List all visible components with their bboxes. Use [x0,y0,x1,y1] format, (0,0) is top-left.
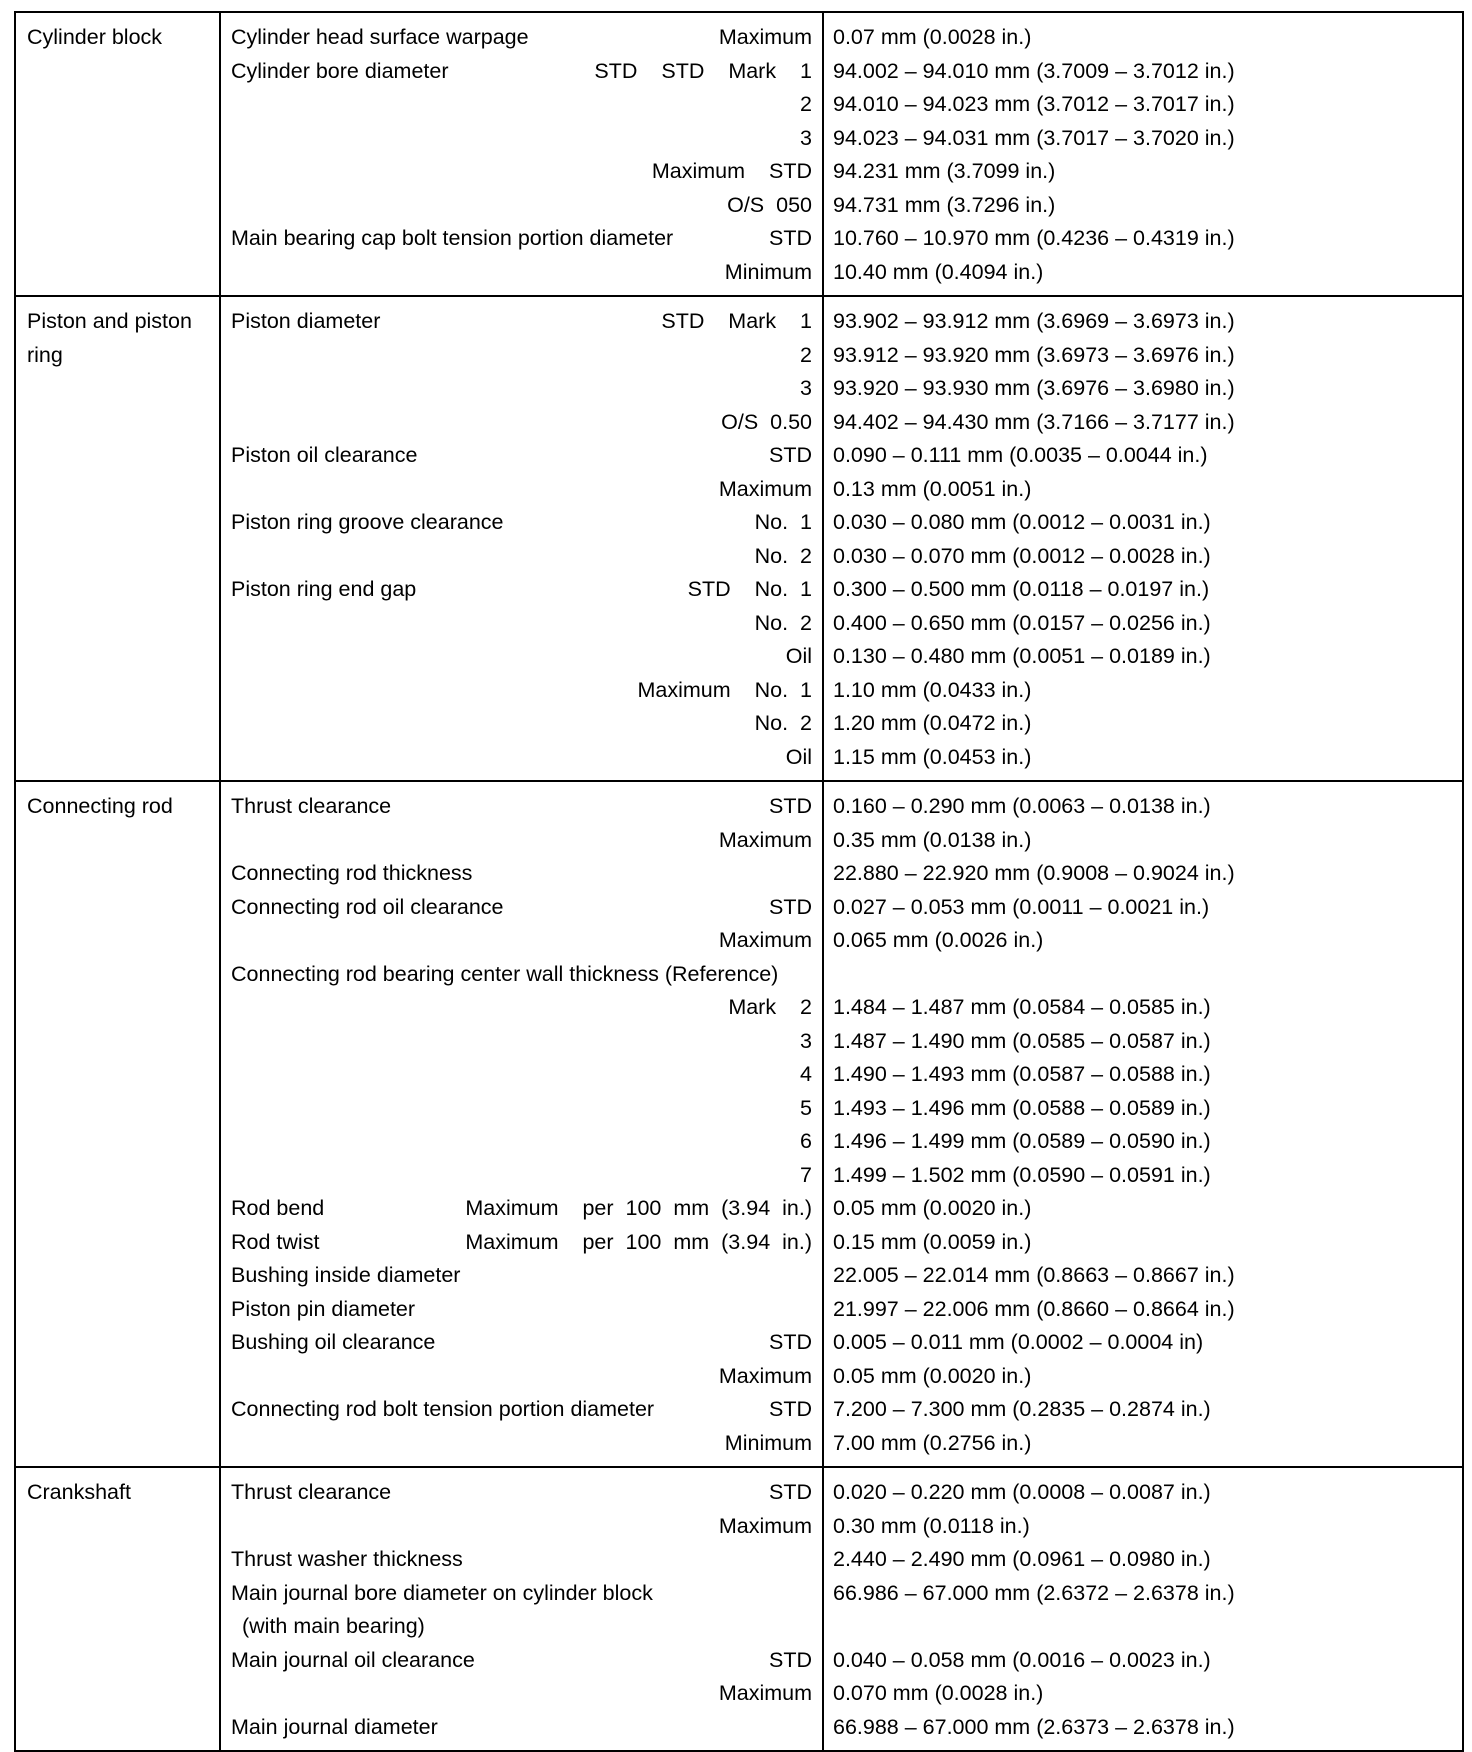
spec-value: 10.760 – 10.970 mm (0.4236 – 0.4319 in.) [833,226,1235,250]
spec-value: 0.005 – 0.011 mm (0.0002 – 0.0004 in) [833,1330,1204,1354]
spec-value: 1.484 – 1.487 mm (0.0584 – 0.0585 in.) [833,995,1211,1019]
spec-condition: 7 [800,1162,812,1187]
spec-value [833,1610,1456,1644]
spec-condition: Maximum [718,1681,812,1705]
spec-condition [438,1711,812,1745]
spec-value: 0.027 – 0.053 mm (0.0011 – 0.0021 in.) [833,894,1210,919]
spec-condition: Minimum [724,259,812,284]
spec-condition: STD Mark 1 [661,309,812,333]
spec-condition: STD [769,1397,812,1421]
spec-condition: O/S 0.50 [721,409,812,434]
spec-item-line [231,674,812,708]
spec-value: 0.30 mm (0.0118 in.) [833,1513,1030,1538]
spec-item-line [231,55,812,89]
spec-value: 7.00 mm (0.2756 in.) [833,1430,1032,1455]
spec-item-line [231,1644,812,1678]
spec-item-line [231,21,812,55]
spec-value: 21.997 – 22.006 mm (0.8660 – 0.8664 in.) [833,1296,1235,1321]
spec-item-label: Thrust clearance [231,794,392,818]
spec-value: 94.402 – 94.430 mm (3.7166 – 3.7177 in.) [833,409,1235,434]
spec-item-line [231,1125,812,1159]
spec-value: 2.440 – 2.490 mm (0.0961 – 0.0980 in.) [833,1547,1211,1571]
spec-condition: STD No. 1 [687,577,812,601]
spec-item-label: Main journal bore diameter on cylinder block [231,1580,653,1605]
spec-value: 1.499 – 1.502 mm (0.0590 – 0.0591 in.) [833,1162,1211,1187]
spec-value: 66.986 – 67.000 mm (2.6372 – 2.6378 in.) [833,1580,1235,1605]
spec-item-line [231,1159,812,1193]
spec-condition: 2 [800,92,812,116]
spec-condition: Mark 2 [728,995,812,1019]
spec-value: 22.880 – 22.920 mm (0.9008 – 0.9024 in.) [833,861,1235,885]
spec-item-line [231,222,812,256]
spec-item-label: Bushing inside diameter [231,1263,461,1287]
spec-condition: Maximum No. 1 [637,677,812,702]
spec-condition [415,1293,812,1327]
spec-condition: STD [769,794,812,818]
spec-item-line [231,1543,812,1577]
spec-item-line [231,406,812,440]
spec-condition: Maximum [718,928,812,952]
spec-value: 94.010 – 94.023 mm (3.7012 – 3.7017 in.) [833,92,1235,116]
spec-value: 1.15 mm (0.0453 in.) [833,744,1032,769]
spec-item-line [231,122,812,156]
spec-item-label: Connecting rod bearing center wall thickness (Reference) [231,961,779,986]
spec-value: 1.10 mm (0.0433 in.) [833,677,1032,702]
spec-condition: No. 2 [754,543,812,568]
spec-value: 0.130 – 0.480 mm (0.0051 – 0.0189 in.) [833,644,1211,668]
spec-item-line [231,1711,812,1745]
spec-value: 94.731 mm (3.7296 in.) [833,192,1056,217]
spec-item-line [231,573,812,607]
spec-item-label: Piston diameter [231,309,381,333]
spec-value: 1.490 – 1.493 mm (0.0587 – 0.0588 in.) [833,1062,1211,1086]
spec-value: 0.070 mm (0.0028 in.) [833,1681,1044,1705]
spec-condition: Maximum per 100 mm (3.94 in.) [465,1229,812,1254]
spec-item-label: Rod twist [231,1229,320,1254]
section-row [15,781,1463,1467]
spec-value: 94.002 – 94.010 mm (3.7009 – 3.7012 in.) [833,58,1235,83]
spec-table-body [15,12,1463,1751]
spec-value: 0.065 mm (0.0026 in.) [833,928,1044,952]
spec-value: 0.400 – 0.650 mm (0.0157 – 0.0256 in.) [833,610,1211,635]
spec-condition: STD [769,1480,812,1504]
spec-item-label: Piston ring end gap [231,577,417,601]
spec-item-line [231,640,812,674]
spec-item-line [231,1510,812,1544]
spec-value: 0.030 – 0.080 mm (0.0012 – 0.0031 in.) [833,510,1211,534]
section-values [823,1467,1463,1751]
spec-condition: STD [769,1330,812,1354]
spec-item-line [231,1092,812,1126]
spec-condition: 3 [800,376,812,400]
spec-item-line [231,891,812,925]
spec-item-line [231,1427,812,1461]
spec-condition: Maximum [718,1363,812,1388]
spec-item-line [231,607,812,641]
spec-item-label: Cylinder head surface warpage [231,25,529,49]
spec-value: 0.07 mm (0.0028 in.) [833,25,1032,49]
spec-value: 0.040 – 0.058 mm (0.0016 – 0.0023 in.) [833,1647,1211,1672]
spec-condition: No. 2 [754,610,812,635]
spec-value: 0.05 mm (0.0020 in.) [833,1363,1032,1388]
spec-item-line [231,439,812,473]
spec-value: 1.493 – 1.496 mm (0.0588 – 0.0589 in.) [833,1095,1211,1120]
spec-value: 93.912 – 93.920 mm (3.6973 – 3.6976 in.) [833,342,1235,367]
spec-value: 94.023 – 94.031 mm (3.7017 – 3.7020 in.) [833,125,1235,150]
spec-value: 0.020 – 0.220 mm (0.0008 – 0.0087 in.) [833,1480,1211,1504]
spec-condition: Maximum STD [651,159,812,183]
spec-item-line [231,1476,812,1510]
spec-value: 7.200 – 7.300 mm (0.2835 – 0.2874 in.) [833,1397,1211,1421]
spec-item-label: Connecting rod thickness [231,861,473,885]
spec-condition: Maximum [718,25,812,49]
spec-condition: 3 [800,125,812,150]
spec-item-line [231,540,812,574]
spec-value: 0.15 mm (0.0059 in.) [833,1229,1032,1254]
spec-condition: 6 [800,1129,812,1153]
spec-condition: Oil [785,744,812,769]
section-category: Piston and piston ring [15,296,220,781]
spec-value: 1.487 – 1.490 mm (0.0585 – 0.0587 in.) [833,1028,1211,1053]
spec-condition: 4 [800,1062,812,1086]
spec-item-line [231,473,812,507]
spec-value [833,958,1456,992]
spec-item-label: Main journal diameter [231,1714,438,1739]
spec-item-line [231,1326,812,1360]
spec-condition: Maximum [718,1513,812,1538]
spec-item-line [231,707,812,741]
spec-item-line [231,1677,812,1711]
spec-value: 0.13 mm (0.0051 in.) [833,476,1032,501]
section-row [15,1467,1463,1751]
spec-table [14,11,1464,1752]
spec-item-line [231,1577,812,1611]
section-values [823,12,1463,296]
spec-item-line [231,1025,812,1059]
spec-item-line [231,1259,812,1293]
spec-item-label: Piston pin diameter [231,1296,416,1321]
spec-item-line [231,857,812,891]
section-items [220,781,823,1467]
section-values [823,296,1463,781]
spec-item-line [231,506,812,540]
spec-value: 0.030 – 0.070 mm (0.0012 – 0.0028 in.) [833,543,1211,568]
spec-item-line [231,372,812,406]
spec-condition [460,1259,812,1293]
section-category: Cylinder block [15,12,220,296]
spec-value: 93.902 – 93.912 mm (3.6969 – 3.6973 in.) [833,309,1235,333]
spec-item-line [231,824,812,858]
spec-value: 0.090 – 0.111 mm (0.0035 – 0.0044 in.) [833,443,1208,467]
section-category: Crankshaft [15,1467,220,1751]
spec-item-label: Cylinder bore diameter [231,58,449,83]
spec-condition: Maximum per 100 mm (3.94 in.) [465,1196,812,1220]
spec-value: 1.20 mm (0.0472 in.) [833,711,1032,735]
section-row [15,12,1463,296]
spec-condition: Minimum [724,1430,812,1455]
spec-item-label: Piston ring groove clearance [231,510,504,534]
spec-value: 94.231 mm (3.7099 in.) [833,159,1056,183]
spec-item-label: Rod bend [231,1196,325,1220]
spec-condition: O/S 050 [727,192,812,217]
spec-item-label: Connecting rod bolt tension portion diameter [231,1397,655,1421]
spec-condition: STD STD Mark 1 [594,58,812,83]
section-items [220,296,823,781]
spec-item-line [231,924,812,958]
spec-item-line [231,1360,812,1394]
spec-item-label: (with main bearing) [242,1614,425,1638]
section-items [220,1467,823,1751]
spec-item-line [231,256,812,290]
spec-item-line [231,1192,812,1226]
spec-condition [778,958,812,992]
spec-condition: Maximum [718,827,812,852]
spec-item-label: Connecting rod oil clearance [231,894,504,919]
spec-item-line [231,1293,812,1327]
spec-item-line [231,1058,812,1092]
spec-item-line [231,790,812,824]
spec-condition [653,1577,812,1611]
spec-item-line [231,189,812,223]
spec-value: 0.300 – 0.500 mm (0.0118 – 0.0197 in.) [833,577,1210,601]
spec-item-line [231,991,812,1025]
spec-item-line [231,1393,812,1427]
spec-value: 10.40 mm (0.4094 in.) [833,259,1044,284]
spec-value: 0.35 mm (0.0138 in.) [833,827,1032,852]
section-row [15,296,1463,781]
section-values [823,781,1463,1467]
spec-condition: 2 [800,342,812,367]
spec-item-line [231,1610,812,1644]
section-category: Connecting rod [15,781,220,1467]
spec-condition: Maximum [718,476,812,501]
spec-condition [472,857,812,891]
spec-value: 22.005 – 22.014 mm (0.8663 – 0.8667 in.) [833,1263,1235,1287]
spec-item-label: Thrust clearance [231,1480,392,1504]
spec-condition: STD [769,894,812,919]
spec-condition: No. 2 [754,711,812,735]
spec-value: 0.05 mm (0.0020 in.) [833,1196,1032,1220]
spec-value: 93.920 – 93.930 mm (3.6976 – 3.6980 in.) [833,376,1235,400]
spec-value: 66.988 – 67.000 mm (2.6373 – 2.6378 in.) [833,1714,1235,1739]
spec-item-label: Main journal oil clearance [231,1647,475,1672]
spec-condition: Oil [785,644,812,668]
spec-condition [463,1543,812,1577]
spec-item-line [231,741,812,775]
spec-item-line [231,305,812,339]
spec-item-line [231,1226,812,1260]
spec-item-line [231,88,812,122]
spec-item-line [231,958,812,992]
spec-item-label: Bushing oil clearance [231,1330,436,1354]
spec-value: 1.496 – 1.499 mm (0.0589 – 0.0590 in.) [833,1129,1211,1153]
spec-condition: 5 [800,1095,812,1120]
spec-condition [425,1610,812,1644]
spec-item-label: Main bearing cap bolt tension portion diameter [231,226,674,250]
spec-item-line [231,339,812,373]
spec-condition: STD [769,226,812,250]
spec-condition: No. 1 [754,510,812,534]
spec-value: 0.160 – 0.290 mm (0.0063 – 0.0138 in.) [833,794,1211,818]
spec-condition: STD [769,443,812,467]
spec-item-label: Piston oil clearance [231,443,418,467]
spec-item-label: Thrust washer thickness [231,1547,463,1571]
spec-condition: STD [769,1647,812,1672]
spec-condition: 3 [800,1028,812,1053]
section-items [220,12,823,296]
spec-item-line [231,155,812,189]
